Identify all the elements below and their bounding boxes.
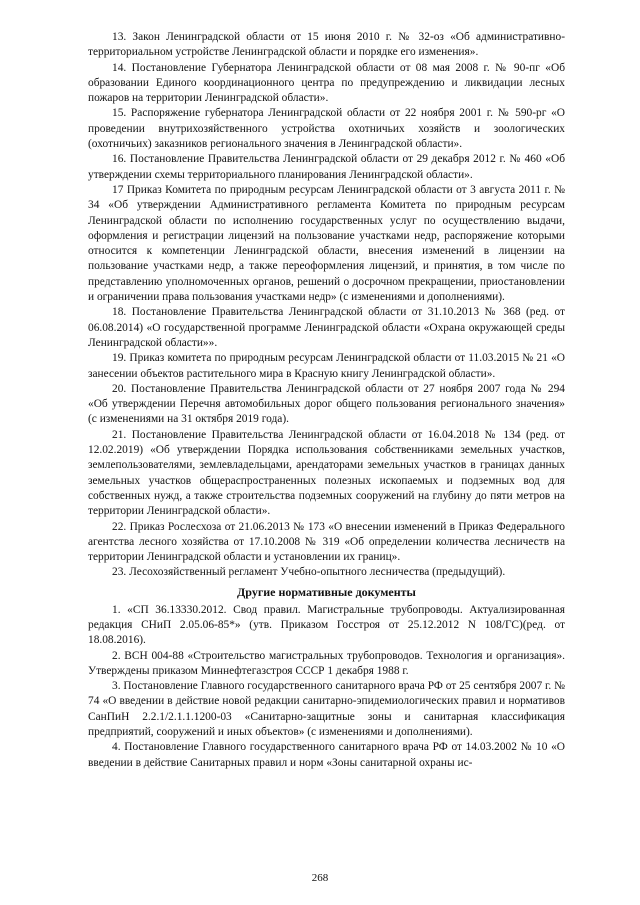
paragraph-other-1: 1. «СП 36.13330.2012. Свод правил. Магистральные трубопроводы. Актуализированная редакция СНиП 2.05.06-85*» (утв. Приказом Госстроя от 25.12.2012 N 108/ГС)(ред. от 18.08.2016). [88,603,565,647]
paragraph-item-16: 16. Постановление Правительства Ленинградской области от 29 декабря 2012 г. № 460 «Об утверждении схемы территориального планирования Ленинградской области». [88,153,565,181]
paragraph-item-20: 20. Постановление Правительства Ленинградской области от 27 ноября 2007 года № 294 «Об утверждении Перечня автомобильных дорог общего пользования регионального значения» (с изменениями на 31 октября 2019 года). [88,382,565,426]
paragraph-item-19: 19. Приказ комитета по природным ресурсам Ленинградской области от 11.03.2015 № 21 «О занесении объектов растительного мира в Красную книгу Ленинградской области». [88,352,565,380]
paragraph-item-17: 17 Приказ Комитета по природным ресурсам Ленинградской области от 3 августа 2011 г. № 34 «Об утверждении Административного регламента Комитета по природным ресурсам Ленинградской области по исполнению государственных услуг по осуществлению выдачи, оформления и регистрации лицензий на пользование участками недр, распоряжение которыми относится к компетенции Ленинградской области, внесения изменений в лицензии на пользование участками недр, а также переоформления лицензий, и принятия, в том числе по представлению уполномоченных органов, решений о досрочном прекращении, приостановлении и ограничении права пользования участками недр» (с изменениями и дополнениями). [88,183,565,304]
paragraph-other-2: 2. ВСН 004-88 «Строительство магистральных трубопроводов. Технология и организация». Утверждены приказом Миннефтегазстроя СССР 1 декабря 1988 г. [88,649,565,677]
paragraph-item-13: 13. Закон Ленинградской области от 15 июня 2010 г. № 32-оз «Об административно-территориальном устройстве Ленинградской области и порядке его изменения». [88,31,565,59]
paragraph-item-22: 22. Приказ Рослесхоза от 21.06.2013 № 173 «О внесении изменений в Приказ Федерального агентства лесного хозяйства от 17.10.2008 № 319 «Об определении количества лесничеств на территории Ленинградской области и установлении их границ». [88,520,565,564]
paragraph-item-15: 15. Распоряжение губернатора Ленинградской области от 22 ноября 2001 г. № 590-рг «О проведении внутрихозяйственного устройства охотничьих хозяйств и зоологических (охотничьих) заказников регионального значения в Ленинградской области». [88,107,565,151]
paragraph-item-14: 14. Постановление Губернатора Ленинградской области от 08 мая 2008 г. № 90-пг «Об образовании Единого координационного центра по предупреждению и ликвидации лесных пожаров на территории Ленинградской области». [88,61,565,105]
paragraph-item-21: 21. Постановление Правительства Ленинградской области от 16.04.2018 № 134 (ред. от 12.02.2019) «Об утверждении Порядка использования собственниками земельных участков, землепользователями, землевладельцами, арендаторами земельных участков в границах данных земельных участков общераспространенных полезных ископаемых и подземных вод для собственных нужд, а также строительства подземных сооружений на глубину до пяти метров на территории Ленинградской области». [88,428,565,518]
paragraph-item-23: 23. Лесохозяйственный регламент Учебно-опытного лесничества (предыдущий). [112,566,506,579]
page-number: 268 [311,872,329,884]
section-heading: Другие нормативные документы [237,584,416,599]
paragraph-other-4: 4. Постановление Главного государственного санитарного врача РФ от 14.03.2002 № 10 «О введении в действие Санитарных правил и норм «Зоны санитарной охраны ис- [88,741,565,769]
paragraph-item-18: 18. Постановление Правительства Ленинградской области от 31.10.2013 № 368 (ред. от 06.08.2014) «О государственной программе Ленинградской области «Охрана окружающей среды Ленинградской области»». [88,306,565,349]
paragraph-other-3: 3. Постановление Главного государственного санитарного врача РФ от 25 сентября 2007 г. № 74 «О введении в действие новой редакции санитарно-эпидемиологических правил и нормативов СанПиН 2.2.1/2.1.1.1200-03 «Санитарно-защитные зоны и санитарная классификация предприятий, сооружений и иных объектов» (с изменениями и дополнениями). [88,680,565,739]
document-page [88,30,565,771]
